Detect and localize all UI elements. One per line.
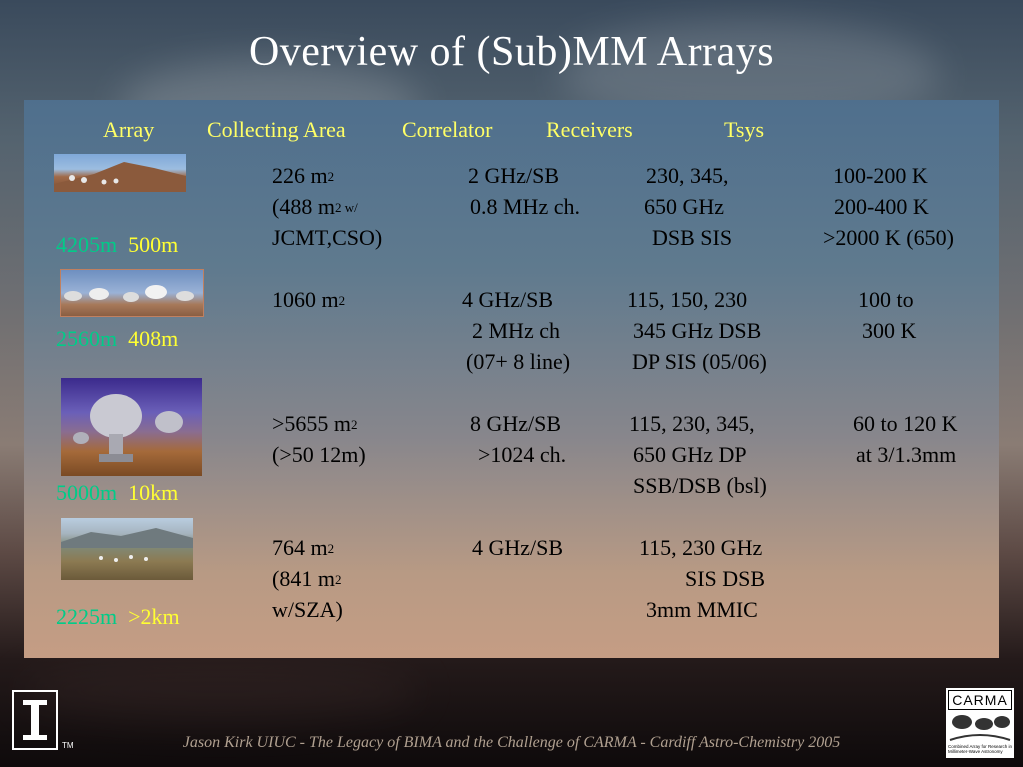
- row4-correlator: 4 GHz/SB: [472, 535, 564, 560]
- row4-site: [56, 604, 180, 630]
- row4-receivers: 115, 230 GHz SIS DSB 3mm MMIC: [639, 535, 766, 622]
- header-array: Array: [103, 117, 155, 142]
- row3-site: [56, 480, 178, 506]
- row3-correlator: 8 GHz/SB >1024 ch.: [470, 411, 567, 467]
- baseline: 10km: [128, 480, 179, 505]
- row2-correlator: 4 GHz/SB 2 MHz ch (07+ 8 line): [462, 287, 571, 374]
- header-collecting-area: Collecting Area: [207, 117, 346, 142]
- header-correlator: Correlator: [402, 117, 493, 142]
- dishes-illustration: [61, 270, 203, 316]
- altitude: 2560m: [56, 326, 118, 351]
- row1-site: [56, 232, 178, 258]
- row2-site: [56, 326, 178, 352]
- array-photo-4: [61, 518, 193, 580]
- valley-illustration: [61, 518, 193, 580]
- row3-tsys: 60 to 120 K at 3/1.3mm: [853, 411, 958, 467]
- row2-receivers: 115, 150, 230 345 GHz DSB DP SIS (05/06): [627, 287, 767, 374]
- row4-area: 764 $m^2$ (841 $m^2$ w/SZA): [272, 535, 343, 622]
- array-photo-2: [60, 269, 204, 317]
- baseline: 408m: [128, 326, 179, 351]
- array-photo-3: [61, 378, 202, 476]
- altitude: 2225m: [56, 604, 118, 629]
- cloud-decoration: [20, 660, 420, 720]
- baseline: >2km: [128, 604, 180, 629]
- altitude: 4205m: [56, 232, 118, 257]
- row2-tsys: 100 to 300 K: [858, 287, 917, 343]
- trademark-text: TM: [62, 741, 74, 750]
- row3-area: >5655 $m^2$ (>50 12m): [272, 411, 366, 467]
- header-receivers: Receivers: [546, 117, 633, 142]
- alma-dish-illustration: [61, 378, 202, 476]
- baseline: 500m: [128, 232, 179, 257]
- carma-logo: [946, 688, 1014, 758]
- carma-wordmark: CARMA: [948, 690, 1012, 710]
- slide-title: Overview of (Sub)MM Arrays: [248, 29, 775, 75]
- footer-text: Jason Kirk UIUC - The Legacy of BIMA and the Challenge of CARMA - Cardiff Astro-Chemistry 2005: [182, 734, 841, 751]
- mountain-illustration: [54, 154, 186, 192]
- row1-receivers: 230, 345, 650 GHz DSB SIS: [644, 163, 733, 250]
- row1-correlator: 2 GHz/SB 0.8 MHz ch.: [468, 163, 580, 219]
- row1-area: 226 $m^2$ (488 $m^{2 w/}$ JCMT,CSO): [272, 163, 383, 250]
- array-photo-1: [54, 154, 186, 192]
- row1-tsys: 100-200 K 200-400 K >2000 K (650): [823, 163, 954, 250]
- row2-area: 1060 $m^2$: [272, 287, 346, 312]
- header-tsys: Tsys: [724, 117, 765, 142]
- altitude: 5000m: [56, 480, 118, 505]
- carma-dishes-icon: [946, 710, 1014, 746]
- row3-receivers: 115, 230, 345, 650 GHz DP SSB/DSB (bsl): [629, 411, 767, 498]
- carma-caption: Combined Array for Research in Millimeter-Wave Astronomy: [948, 744, 1013, 754]
